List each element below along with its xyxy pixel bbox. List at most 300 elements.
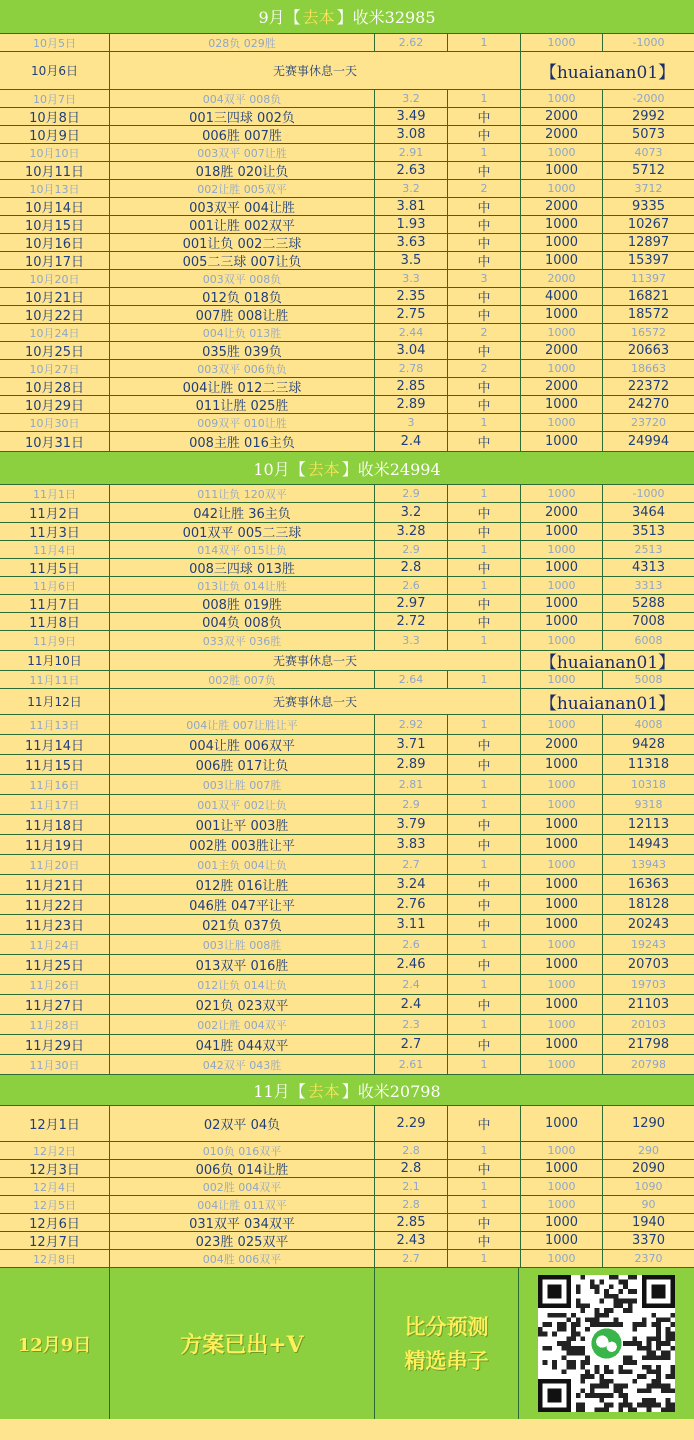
table-row [0,689,694,715]
stake-cell: 1000 [521,541,603,558]
pick-cell: 021负 037负 [110,915,375,934]
stake-cell: 1000 [521,935,603,954]
date-cell: 12月4日 [0,1178,110,1195]
banner-highlight: 去本 [307,459,340,479]
date-cell: 10月13日 [0,180,110,197]
result-cell: 3 [448,270,521,287]
odds-cell: 2.6 [375,577,448,594]
balance-cell: 1940 [631,1215,666,1230]
balance-cell: 14943 [627,837,670,852]
stake-cell: 2000 [521,198,603,215]
balance-cell: 290 [638,1144,659,1157]
odds-cell: 2.8 [375,1160,448,1177]
balance-cell: 9428 [631,737,666,752]
odds-cell: 3.2 [375,503,448,522]
pick-cell: 001让负 002二三球 [110,234,375,251]
table-row [0,1214,694,1232]
pick-cell: 011让胜 025胜 [110,396,375,413]
table-row [0,559,694,577]
stake-cell: 1000 [521,485,603,502]
date-cell: 10月30日 [0,414,110,431]
pick-cell: 012胜 016让胜 [110,875,375,894]
stake-cell: 1000 [521,324,603,341]
table-row [0,755,694,775]
date-cell: 10月25日 [0,342,110,359]
result-cell: 中 [448,432,521,451]
banner-suffix: 】收米20798 [341,1081,441,1101]
result-cell: 中 [448,503,521,522]
date-cell: 11月11日 [0,671,110,688]
date-cell: 10月27日 [0,360,110,377]
date-cell: 10月28日 [0,378,110,395]
odds-cell: 3.63 [375,234,448,251]
balance-cell: 10318 [631,778,666,791]
result-cell: 中 [448,288,521,305]
result-cell: 1 [448,1055,521,1074]
result-cell: 中 [448,523,521,540]
balance-cell: 4008 [634,718,663,731]
watermark-tag: 【huaianan01】 [539,653,676,670]
stake-cell: 1000 [521,90,603,107]
stake-cell: 1000 [521,715,603,734]
date-cell: 10月5日 [0,34,110,51]
table-row [0,875,694,895]
wechat-qr-icon[interactable] [538,1275,675,1412]
pick-cell: 028负 029胜 [110,34,375,51]
date-cell: 10月24日 [0,324,110,341]
date-cell: 11月20日 [0,855,110,874]
balance-cell: 18572 [627,307,670,322]
balance-cell: 13943 [631,858,666,871]
table-row [0,855,694,875]
stake-cell: 1000 [521,1106,603,1141]
odds-cell: 2.9 [375,795,448,814]
date-cell: 11月7日 [0,595,110,612]
pick-cell: 023胜 025双平 [110,1232,375,1249]
odds-cell: 2.4 [375,432,448,451]
pick-cell: 001双平 005二三球 [110,523,375,540]
result-cell: 2 [448,324,521,341]
result-cell: 1 [448,1196,521,1213]
month-banner-oct [0,452,694,485]
stake-cell: 1000 [521,1055,603,1074]
table-row [0,975,694,995]
banner-suffix: 】收米24994 [341,459,441,479]
pick-cell: 033双平 036胜 [110,631,375,650]
result-cell: 中 [448,875,521,894]
date-cell: 11月1日 [0,485,110,502]
odds-cell: 2.89 [375,396,448,413]
date-cell: 11月14日 [0,735,110,754]
pick-cell: 003双平 008负 [110,270,375,287]
footer-date: 12月9日 [0,1268,110,1419]
table-row [0,342,694,360]
balance-cell: 15397 [627,253,670,268]
pick-cell: 003让胜 008胜 [110,935,375,954]
table-row [0,198,694,216]
stake-cell: 1000 [521,1214,603,1231]
result-cell: 中 [448,1214,521,1231]
table-row [0,396,694,414]
date-cell: 10月8日 [0,108,110,125]
stake-cell: 4000 [521,288,603,305]
table-row [0,715,694,735]
stake-cell: 1000 [521,795,603,814]
table-row [0,613,694,631]
result-cell: 中 [448,1035,521,1054]
odds-cell: 2.8 [375,559,448,576]
result-cell: 2 [448,360,521,377]
stake-cell: 1000 [521,360,603,377]
date-cell: 10月22日 [0,306,110,323]
odds-cell: 2.43 [375,1232,448,1249]
table-row [0,775,694,795]
balance-cell: 20663 [627,343,670,358]
odds-cell: 2.4 [375,975,448,994]
balance-cell: 3464 [631,505,666,520]
balance-cell: 19243 [631,938,666,951]
odds-cell: 2.91 [375,144,448,161]
pick-cell: 003双平 007让胜 [110,144,375,161]
balance-cell: 23720 [631,416,666,429]
pick-cell: 009双平 010让胜 [110,414,375,431]
table-row [0,835,694,855]
result-cell: 中 [448,755,521,774]
date-cell: 11月23日 [0,915,110,934]
odds-cell: 2.76 [375,895,448,914]
result-cell: 中 [448,815,521,834]
odds-cell: 2.35 [375,288,448,305]
date-cell: 10月6日 [0,52,110,89]
table-row [0,651,694,671]
odds-cell: 3.81 [375,198,448,215]
balance-cell: 1290 [631,1116,666,1131]
date-cell: 11月30日 [0,1055,110,1074]
table-row [0,935,694,955]
table-row [0,577,694,595]
date-cell: 10月31日 [0,432,110,451]
banner-prefix: 11月【 [253,1081,306,1101]
stake-cell: 1000 [521,414,603,431]
date-cell: 12月3日 [0,1160,110,1177]
balance-cell: 6008 [634,634,663,647]
date-cell: 12月6日 [0,1214,110,1231]
date-cell: 11月8日 [0,613,110,630]
pick-cell: 004负 008负 [110,613,375,630]
table-row [0,414,694,432]
odds-cell: 1.93 [375,216,448,233]
result-cell: 中 [448,306,521,323]
balance-cell: 2992 [631,109,666,124]
balance-cell: 11318 [627,757,670,772]
table-row [0,1160,694,1178]
result-cell: 1 [448,975,521,994]
result-cell: 1 [448,1015,521,1034]
date-cell: 10月9日 [0,126,110,143]
result-cell: 中 [448,342,521,359]
rest-note: 无赛事休息一天 [110,651,521,670]
section-october [0,34,694,452]
odds-cell: 3.71 [375,735,448,754]
pick-cell: 004让胜 012二三球 [110,378,375,395]
pick-cell: 013让负 014让胜 [110,577,375,594]
odds-cell: 2.78 [375,360,448,377]
rest-note: 无赛事休息一天 [110,689,521,714]
odds-cell: 3.2 [375,90,448,107]
footer-qr-cell [519,1268,694,1419]
table-row [0,671,694,689]
odds-cell: 2.6 [375,935,448,954]
table-row [0,915,694,935]
odds-cell: 2.8 [375,1142,448,1159]
date-cell: 11月17日 [0,795,110,814]
pick-cell: 003双平 006负负 [110,360,375,377]
date-cell: 12月5日 [0,1196,110,1213]
date-cell: 11月18日 [0,815,110,834]
table-row [0,1106,694,1142]
odds-cell: 2.8 [375,1196,448,1213]
pick-cell: 001双平 002让负 [110,795,375,814]
date-cell: 12月7日 [0,1232,110,1249]
balance-cell: 4313 [631,560,666,575]
balance-cell: 10267 [627,217,670,232]
balance-cell: 20243 [627,917,670,932]
promo-line-2: 精选串子 [404,1347,489,1373]
result-cell: 1 [448,671,521,688]
stake-cell: 1000 [521,915,603,934]
table-row [0,503,694,523]
pick-cell: 011让负 120双平 [110,485,375,502]
balance-cell: 16821 [627,289,670,304]
table-row [0,90,694,108]
pick-cell: 018胜 020让负 [110,162,375,179]
stake-cell: 1000 [521,1250,603,1267]
odds-cell: 2.46 [375,955,448,974]
date-cell: 10月15日 [0,216,110,233]
table-row [0,288,694,306]
date-cell: 11月12日 [0,689,110,714]
result-cell: 1 [448,90,521,107]
pick-cell: 003双平 004让胜 [110,198,375,215]
stake-cell: 1000 [521,613,603,630]
result-cell: 中 [448,915,521,934]
result-cell: 中 [448,198,521,215]
pick-cell: 002让胜 005双平 [110,180,375,197]
result-cell: 中 [448,1106,521,1141]
table-row [0,1142,694,1160]
promo-line-1: 比分预测 [404,1313,489,1339]
balance-cell: 12897 [627,235,670,250]
table-row [0,234,694,252]
pick-cell: 002胜 004双平 [110,1178,375,1195]
date-cell: 10月29日 [0,396,110,413]
odds-cell: 3.11 [375,915,448,934]
balance-cell: -1000 [632,36,665,49]
date-cell: 11月29日 [0,1035,110,1054]
odds-cell: 2.1 [375,1178,448,1195]
balance-cell: 20103 [631,1018,666,1031]
result-cell: 1 [448,775,521,794]
stake-cell: 1000 [521,995,603,1014]
stake-cell: 1000 [521,144,603,161]
result-cell: 1 [448,1178,521,1195]
stake-cell: 1000 [521,234,603,251]
qr-code-graphic [538,1275,675,1412]
table-row [0,1055,694,1075]
result-cell: 中 [448,252,521,269]
date-cell: 11月28日 [0,1015,110,1034]
date-cell: 10月20日 [0,270,110,287]
stake-cell: 1000 [521,396,603,413]
odds-cell: 3.08 [375,126,448,143]
balance-cell: 2370 [634,1252,663,1265]
stake-cell: 1000 [521,1196,603,1213]
balance-cell: 24994 [627,434,670,449]
result-cell: 1 [448,34,521,51]
table-row [0,252,694,270]
date-cell: 11月19日 [0,835,110,854]
banner-highlight: 去本 [307,1081,340,1101]
table-row [0,270,694,288]
balance-cell: 12113 [627,817,670,832]
date-cell: 11月16日 [0,775,110,794]
pick-cell: 010负 016双平 [110,1142,375,1159]
balance-cell: 22372 [627,379,670,394]
table-row [0,955,694,975]
result-cell: 中 [448,216,521,233]
balance-cell: 18663 [631,362,666,375]
pick-cell: 006胜 017让负 [110,755,375,774]
date-cell: 11月26日 [0,975,110,994]
balance-cell: 2513 [634,543,663,556]
odds-cell: 2.85 [375,378,448,395]
stake-cell: 1000 [521,835,603,854]
date-cell: 11月15日 [0,755,110,774]
stake-cell: 1000 [521,631,603,650]
table-row [0,360,694,378]
stake-cell: 2000 [521,126,603,143]
odds-cell: 3.83 [375,835,448,854]
balance-cell: 5288 [631,596,666,611]
odds-cell: 3.3 [375,270,448,287]
odds-cell: 2.4 [375,995,448,1014]
result-cell: 1 [448,414,521,431]
banner-prefix: 10月【 [253,459,306,479]
stake-cell: 1000 [521,1015,603,1034]
date-cell: 12月8日 [0,1250,110,1267]
date-cell: 11月6日 [0,577,110,594]
footer [0,1268,694,1419]
pick-cell: 041胜 044双平 [110,1035,375,1054]
balance-cell: 9318 [634,798,663,811]
result-cell: 1 [448,485,521,502]
date-cell: 11月22日 [0,895,110,914]
stake-cell: 1000 [521,162,603,179]
stake-cell: 2000 [521,342,603,359]
result-cell: 中 [448,162,521,179]
odds-cell: 2.63 [375,162,448,179]
result-cell: 1 [448,855,521,874]
odds-cell: 2.92 [375,715,448,734]
stake-cell: 1000 [521,875,603,894]
stake-cell: 2000 [521,270,603,287]
stake-cell: 1000 [521,975,603,994]
result-cell: 中 [448,595,521,612]
pick-cell: 042让胜 36主负 [110,503,375,522]
table-row [0,34,694,52]
result-cell: 1 [448,144,521,161]
date-cell: 11月27日 [0,995,110,1014]
odds-cell: 3.5 [375,252,448,269]
result-cell: 1 [448,1142,521,1159]
odds-cell: 2.7 [375,1250,448,1267]
balance-cell: 3712 [634,182,663,195]
pick-cell: 035胜 039负 [110,342,375,359]
pick-cell: 001三四球 002负 [110,108,375,125]
table-row [0,1015,694,1035]
table-row [0,1250,694,1268]
odds-cell: 2.9 [375,541,448,558]
pick-cell: 006负 014让胜 [110,1160,375,1177]
result-cell: 中 [448,895,521,914]
odds-cell: 2.29 [375,1106,448,1141]
date-cell: 11月24日 [0,935,110,954]
result-cell: 中 [448,955,521,974]
stake-cell: 1000 [521,955,603,974]
rest-note: 无赛事休息一天 [110,52,521,89]
result-cell: 中 [448,1232,521,1249]
balance-cell: -2000 [632,92,665,105]
pick-cell: 002胜 003胜让平 [110,835,375,854]
pick-cell: 007胜 008让胜 [110,306,375,323]
result-cell: 中 [448,735,521,754]
balance-cell: 90 [641,1198,656,1211]
stake-cell: 1000 [521,34,603,51]
balance-cell: 1090 [634,1180,663,1193]
balance-cell: 3513 [631,524,666,539]
odds-cell: 2.61 [375,1055,448,1074]
pick-cell: 004让胜 007让胜让平 [110,715,375,734]
table-row [0,126,694,144]
table-row [0,324,694,342]
result-cell: 1 [448,715,521,734]
pick-cell: 013双平 016胜 [110,955,375,974]
result-cell: 中 [448,835,521,854]
stake-cell: 1000 [521,775,603,794]
footer-promo [375,1268,519,1419]
table-row [0,144,694,162]
odds-cell: 3.28 [375,523,448,540]
result-cell: 2 [448,180,521,197]
balance-cell: 2090 [631,1161,666,1176]
balance-cell: 20798 [631,1058,666,1071]
table-row [0,1196,694,1214]
table-row [0,541,694,559]
stake-cell: 1000 [521,1142,603,1159]
stake-cell: 1000 [521,216,603,233]
balance-cell: 19703 [631,978,666,991]
odds-cell: 3.2 [375,180,448,197]
odds-cell: 2.3 [375,1015,448,1034]
table-row [0,432,694,452]
odds-cell: 3.24 [375,875,448,894]
stake-cell: 1000 [521,815,603,834]
result-cell: 中 [448,613,521,630]
table-row [0,631,694,651]
balance-cell: 21103 [627,997,670,1012]
balance-cell: 3370 [631,1233,666,1248]
table-row [0,1232,694,1250]
